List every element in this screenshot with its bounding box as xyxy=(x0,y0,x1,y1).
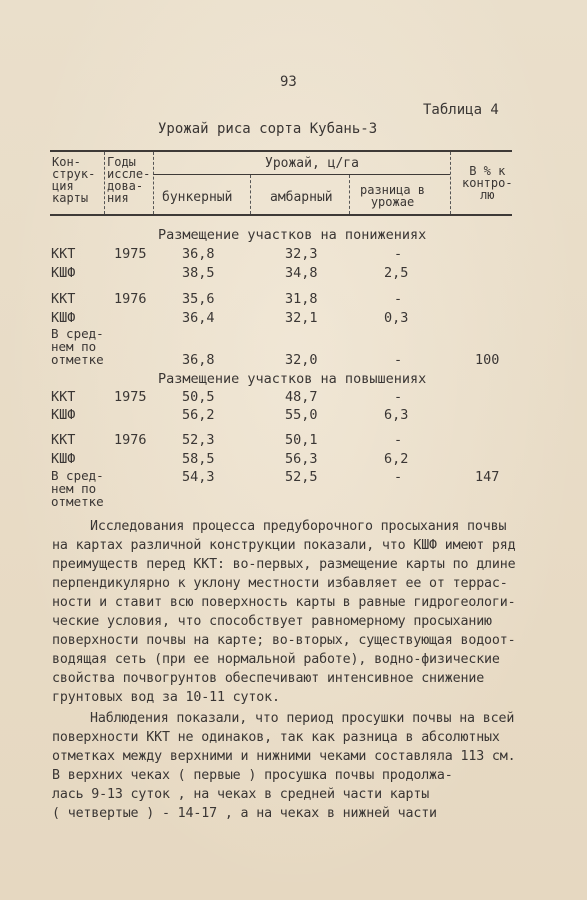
cell-year: 1975 xyxy=(114,246,147,262)
cell-ambar: 52,5 xyxy=(285,469,318,485)
cell-ambar: 31,8 xyxy=(285,291,318,307)
table-label: Таблица 4 xyxy=(423,102,499,118)
cell-percent: 100 xyxy=(475,352,500,368)
cell-bunker: 52,3 xyxy=(182,432,215,448)
col-divider-1 xyxy=(104,152,105,214)
cell-diff: - xyxy=(394,291,403,307)
cell-construction: ККТ xyxy=(51,246,76,262)
header-bunker: бункерный xyxy=(162,190,233,205)
text-line: В верхних чеках ( первые ) просушка почвы продолжа- xyxy=(52,768,453,783)
cell-bunker: 54,3 xyxy=(182,469,215,485)
header-construction: Кон- струк- ция карты xyxy=(52,155,96,205)
text-line: водящая сеть (при ее нормальной работе), водно-физические xyxy=(52,652,500,667)
cell-bunker: 35,6 xyxy=(182,291,215,307)
yield-subheader-rule xyxy=(153,174,450,175)
cell-construction: ККТ xyxy=(51,432,76,448)
cell-bunker: 36,8 xyxy=(182,352,215,368)
cell-construction: ККТ xyxy=(51,291,76,307)
text-line: преимуществ перед ККТ: во-первых, размещение карты по длине xyxy=(52,557,516,572)
text-line: грунтовых вод за 10-11 суток. xyxy=(52,690,280,705)
cell-bunker: 58,5 xyxy=(182,451,215,467)
header-percent: В % к контро- лю xyxy=(462,164,513,202)
cell-ambar: 32,0 xyxy=(285,352,318,368)
cell-ambar: 55,0 xyxy=(285,407,318,423)
cell-diff: 6,3 xyxy=(384,407,409,423)
cell-construction: В сред- нем по отметке xyxy=(51,326,104,367)
cell-construction: КШФ xyxy=(51,407,76,423)
cell-ambar: 32,1 xyxy=(285,310,318,326)
text-line: на картах различной конструкции показали, что КШФ имеют ряд xyxy=(52,538,516,553)
cell-diff: 0,3 xyxy=(384,310,409,326)
cell-year: 1975 xyxy=(114,389,147,405)
col-divider-4 xyxy=(349,175,350,214)
text-line: свойства почвогрунтов обеспечивают интенсивное снижение xyxy=(52,671,485,686)
cell-diff: - xyxy=(394,246,403,262)
cell-bunker: 38,5 xyxy=(182,265,215,281)
header-yield: Урожай, ц/га xyxy=(265,156,359,171)
cell-diff: - xyxy=(394,352,403,368)
header-ambar: амбарный xyxy=(270,190,333,205)
cell-year: 1976 xyxy=(114,432,147,448)
text-line: ческие условия, что способствует равномерному просыханию xyxy=(52,614,492,629)
text-line: Наблюдения показали, что период просушки почвы на всей xyxy=(90,711,515,726)
cell-diff: - xyxy=(394,432,403,448)
cell-percent: 147 xyxy=(475,469,500,485)
text-line: Исследования процесса предуборочного просыхания почвы xyxy=(90,519,507,534)
cell-ambar: 32,3 xyxy=(285,246,318,262)
cell-diff: 2,5 xyxy=(384,265,409,281)
cell-construction: КШФ xyxy=(51,310,76,326)
text-line: отметках между верхними и нижними чеками составляла 113 см. xyxy=(52,749,516,764)
cell-ambar: 56,3 xyxy=(285,451,318,467)
section-title: Размещение участков на повышениях xyxy=(158,371,427,387)
cell-ambar: 50,1 xyxy=(285,432,318,448)
cell-construction: КШФ xyxy=(51,451,76,467)
col-divider-5 xyxy=(450,152,451,214)
cell-diff: - xyxy=(394,389,403,405)
text-line: поверхности ККТ не одинаков, так как разница в абсолютных xyxy=(52,730,500,745)
cell-bunker: 56,2 xyxy=(182,407,215,423)
text-line: поверхности почвы на карте; во-вторых, существующая водоот- xyxy=(52,633,516,648)
page-number: 93 xyxy=(280,74,297,90)
cell-ambar: 34,8 xyxy=(285,265,318,281)
section-title: Размещение участков на понижениях xyxy=(158,227,427,243)
table-top-rule xyxy=(50,150,512,152)
cell-year: 1976 xyxy=(114,291,147,307)
header-years: Годы иссле- дова- ния xyxy=(107,155,151,205)
cell-bunker: 50,5 xyxy=(182,389,215,405)
col-divider-3 xyxy=(250,175,251,214)
cell-ambar: 48,7 xyxy=(285,389,318,405)
text-line: ности и ставит всю поверхность карты в равные гидрогеологи- xyxy=(52,595,516,610)
table-header-rule xyxy=(50,214,512,216)
cell-construction: КШФ xyxy=(51,265,76,281)
text-line: лась 9-13 суток , на чеках в средней части карты xyxy=(52,787,430,802)
cell-bunker: 36,4 xyxy=(182,310,215,326)
table-caption: Урожай риса сорта Кубань-3 xyxy=(158,121,378,137)
cell-diff: - xyxy=(394,469,403,485)
header-diff: разница в урожае xyxy=(360,183,426,209)
text-line: ( четвертые ) - 14-17 , а на чеках в нижней части xyxy=(52,806,437,821)
col-divider-2 xyxy=(153,152,154,214)
cell-bunker: 36,8 xyxy=(182,246,215,262)
cell-construction: ККТ xyxy=(51,389,76,405)
text-line: перпендикулярно к уклону местности избавляет ее от террас- xyxy=(52,576,508,591)
cell-construction: В сред- нем по отметке xyxy=(51,468,104,509)
cell-diff: 6,2 xyxy=(384,451,409,467)
